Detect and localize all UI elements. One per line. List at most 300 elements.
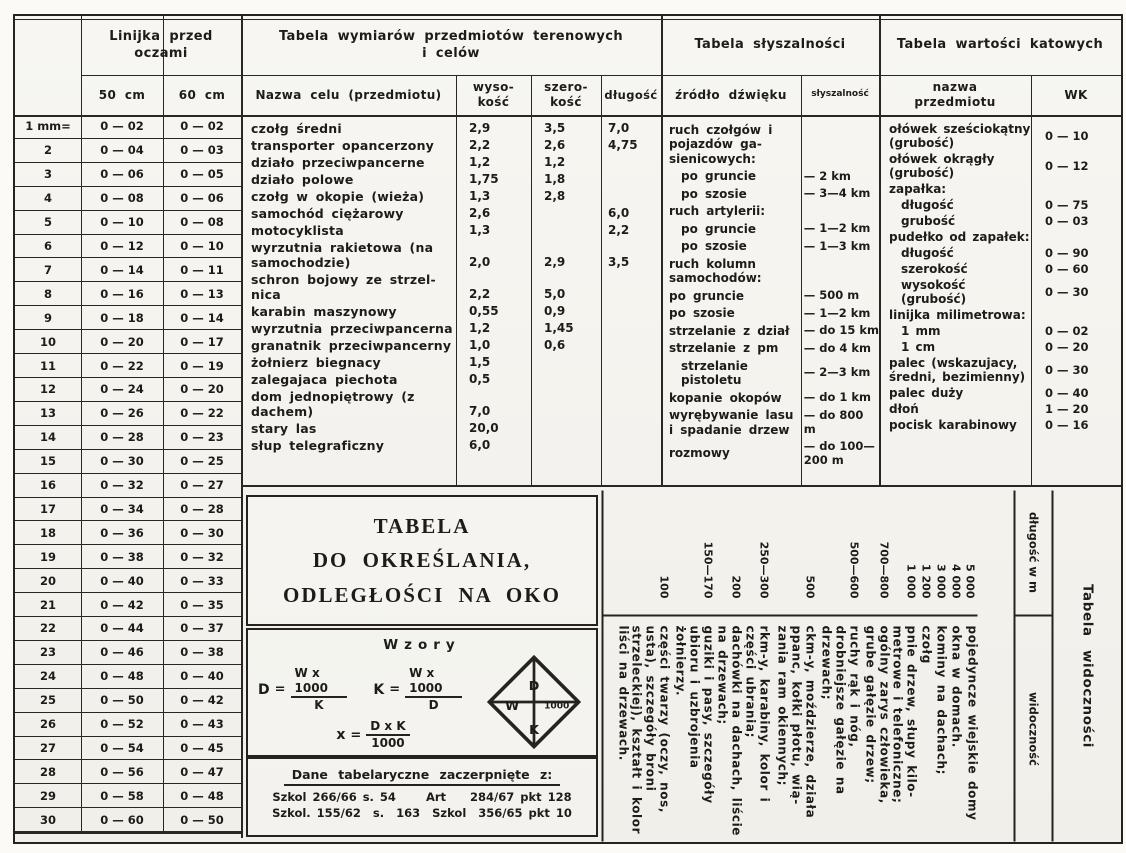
value-50cm: 0 — 42 bbox=[100, 597, 144, 612]
value-50cm: 0 — 34 bbox=[100, 501, 144, 516]
value-60cm: 0 — 30 bbox=[180, 525, 224, 540]
angular-value: 0 — 90 bbox=[1045, 246, 1089, 260]
value-50cm: 0 — 12 bbox=[100, 238, 144, 253]
target-width: 1,45 bbox=[544, 321, 574, 335]
table-row bbox=[15, 378, 241, 402]
visible-detail: ckm-y, moździerze, działa ppanc, kołki płotu, wiązania ram okiennych; bbox=[775, 625, 817, 818]
angular-value: 0 — 60 bbox=[1045, 262, 1089, 276]
audibility-range: — do 800 m bbox=[803, 408, 864, 436]
distance-value: 1 000 bbox=[891, 490, 918, 616]
value-50cm: 0 — 50 bbox=[100, 693, 144, 708]
table-row bbox=[963, 490, 1013, 841]
value-60cm: 0 — 45 bbox=[180, 741, 224, 756]
title-line: TABELA bbox=[373, 514, 471, 539]
table-row bbox=[15, 617, 241, 641]
column-header-wk: WK bbox=[1064, 87, 1088, 102]
table-row bbox=[15, 258, 241, 282]
object-name: palec duży bbox=[889, 386, 964, 400]
value-60cm: 0 — 10 bbox=[180, 238, 224, 253]
formula-angle: K = $\frac{\text{W x 1000}}{D}$ bbox=[373, 666, 462, 713]
visible-detail: rkm-y, karabiny, kolor i części ubrania; bbox=[743, 625, 771, 802]
mm-label: 25 bbox=[39, 693, 56, 708]
object-name: dłoń bbox=[889, 402, 919, 416]
object-name: wysokość (grubość) bbox=[901, 278, 967, 306]
target-length: 4,75 bbox=[608, 138, 638, 152]
table-row bbox=[15, 211, 241, 235]
mm-label: 30 bbox=[39, 812, 56, 827]
table-row bbox=[879, 151, 1121, 181]
table-row bbox=[15, 163, 241, 187]
source-reference: Szkol. 155/62 s. 163 Szkol 356/65 pkt 10 bbox=[272, 806, 572, 820]
value-50cm: 0 — 40 bbox=[100, 573, 144, 588]
target-name: transporter opancerzony bbox=[251, 138, 435, 153]
object-name: linijka milimetrowa: bbox=[889, 308, 1026, 322]
target-height: 6,0 bbox=[469, 438, 491, 452]
object-name: zapałka: bbox=[889, 182, 947, 196]
value-60cm: 0 — 02 bbox=[180, 119, 224, 134]
target-width: 1,8 bbox=[544, 172, 566, 186]
column-header-audibility: słyszalność bbox=[811, 89, 869, 100]
table-row bbox=[241, 303, 661, 320]
target-height: 2,9 bbox=[469, 121, 491, 135]
target-width: 3,5 bbox=[544, 121, 566, 135]
sound-source: po gruncie bbox=[681, 169, 756, 183]
target-name: stary las bbox=[251, 421, 317, 436]
angular-value: 0 — 02 bbox=[1045, 324, 1089, 338]
target-name: samochód ciężarowy bbox=[251, 206, 404, 221]
distance-value: 500 bbox=[771, 490, 817, 616]
mm-label: 19 bbox=[39, 549, 56, 564]
target-height: 0,55 bbox=[469, 304, 499, 318]
sound-source: rozmowy bbox=[669, 446, 730, 461]
distance-value: 500—600 bbox=[817, 490, 861, 616]
value-60cm: 0 — 23 bbox=[180, 430, 224, 445]
mm-label: 15 bbox=[39, 454, 56, 469]
value-50cm: 0 — 18 bbox=[100, 310, 144, 325]
object-name: ołówek okrągły (grubość) bbox=[889, 152, 995, 180]
table-row bbox=[879, 197, 1121, 213]
visible-detail: okna w domach. bbox=[949, 625, 963, 748]
value-60cm: 0 — 13 bbox=[180, 286, 224, 301]
table-row bbox=[15, 426, 241, 450]
target-width: 2,8 bbox=[544, 189, 566, 203]
formulas-title: Wzory bbox=[383, 637, 461, 653]
visible-detail: kominy na dachach; bbox=[934, 625, 948, 775]
value-50cm: 0 — 02 bbox=[100, 119, 144, 134]
audibility-range: — 1—2 km bbox=[803, 305, 871, 320]
object-name: długość bbox=[901, 246, 954, 260]
angular-table-title: Tabela wartości katowych bbox=[896, 37, 1104, 53]
table-row bbox=[771, 490, 817, 841]
table-row bbox=[879, 355, 1121, 385]
table-row bbox=[15, 760, 241, 784]
table-row bbox=[241, 320, 661, 337]
mm-label: 17 bbox=[39, 501, 56, 516]
table-row bbox=[879, 261, 1121, 277]
column-header-length: długość bbox=[604, 87, 658, 102]
value-50cm: 0 — 48 bbox=[100, 669, 144, 684]
value-50cm: 0 — 20 bbox=[100, 334, 144, 349]
dimensions-table-title: Tabela wymiarów przedmiotów terenowych i celów bbox=[278, 29, 624, 61]
visible-detail: ogólny zarys człowieka, grube gałęzie drzew; bbox=[863, 625, 891, 804]
target-height: 2,2 bbox=[469, 138, 491, 152]
table-row bbox=[241, 271, 661, 303]
table-row bbox=[661, 255, 879, 287]
table-row bbox=[661, 203, 879, 221]
distance-value: 3 000 bbox=[933, 490, 948, 616]
table-row bbox=[15, 402, 241, 426]
angular-value: 0 — 75 bbox=[1045, 198, 1089, 212]
mm-label: 28 bbox=[39, 764, 56, 779]
table-row bbox=[15, 115, 241, 139]
value-60cm: 0 — 25 bbox=[180, 454, 224, 469]
column-header-object-name: nazwa przedmiotu bbox=[914, 80, 996, 109]
value-60cm: 0 — 33 bbox=[180, 573, 224, 588]
mm-label: 23 bbox=[39, 645, 56, 660]
table-row bbox=[15, 641, 241, 665]
value-60cm: 0 — 28 bbox=[180, 501, 224, 516]
target-name: słup telegraficzny bbox=[251, 438, 385, 453]
mm-label: 11 bbox=[39, 358, 56, 373]
target-height: 0,5 bbox=[469, 372, 491, 386]
value-60cm: 0 — 37 bbox=[180, 621, 224, 636]
value-60cm: 0 — 11 bbox=[180, 262, 224, 277]
value-50cm: 0 — 44 bbox=[100, 621, 144, 636]
target-name: dom jednopiętrowy (z dachem) bbox=[251, 389, 415, 419]
sound-table-title: Tabela słyszalności bbox=[694, 37, 846, 53]
value-50cm: 0 — 38 bbox=[100, 549, 144, 564]
value-50cm: 0 — 22 bbox=[100, 358, 144, 373]
ruler-table-title: Linijka przed oczami bbox=[109, 29, 213, 61]
value-50cm: 0 — 26 bbox=[100, 406, 144, 421]
table-row bbox=[879, 121, 1121, 151]
target-height: 1,2 bbox=[469, 321, 491, 335]
mm-label: 13 bbox=[39, 406, 56, 421]
table-row bbox=[661, 287, 879, 305]
object-name: grubość bbox=[901, 214, 956, 228]
formulas-box bbox=[246, 628, 598, 757]
sound-table bbox=[661, 115, 879, 485]
mm-label: 5 bbox=[43, 215, 52, 230]
target-name: wyrzutnia rakietowa (na samochodzie) bbox=[251, 240, 434, 270]
visible-detail: czołg bbox=[919, 625, 933, 664]
value-50cm: 0 — 56 bbox=[100, 764, 144, 779]
sound-source: ruch kolumn samochodów: bbox=[669, 256, 762, 285]
value-60cm: 0 — 19 bbox=[180, 358, 224, 373]
distance-value: 200 bbox=[715, 490, 743, 616]
value-60cm: 0 — 48 bbox=[180, 788, 224, 803]
audibility-range: — do 1 km bbox=[803, 390, 871, 404]
value-50cm: 0 — 16 bbox=[100, 286, 144, 301]
column-header-visibility: widoczność bbox=[1026, 691, 1040, 766]
mnemonic-diamond-diagram bbox=[484, 652, 584, 752]
table-row bbox=[879, 385, 1121, 401]
column-header-height: wyso-kość bbox=[472, 80, 515, 109]
table-row bbox=[879, 213, 1121, 229]
grid-line bbox=[15, 832, 241, 834]
mm-label: 22 bbox=[39, 621, 56, 636]
value-50cm: 0 — 54 bbox=[100, 741, 144, 756]
table-row bbox=[241, 171, 661, 188]
column-header-50cm: 50 cm bbox=[98, 87, 146, 102]
visible-detail: ruchy rąk i nóg, drobniejsze gałęzie na drzewach; bbox=[819, 625, 861, 795]
table-row bbox=[671, 490, 715, 841]
angular-value: 0 — 40 bbox=[1045, 386, 1089, 400]
value-50cm: 0 — 46 bbox=[100, 645, 144, 660]
mm-label: 24 bbox=[39, 669, 56, 684]
source-reference: Szkol 266/66 s. 54 Art 284/67 pkt 128 bbox=[272, 790, 572, 804]
mm-label: 20 bbox=[39, 573, 56, 588]
audibility-range: — 2—3 km bbox=[803, 365, 871, 380]
table-row bbox=[661, 238, 879, 256]
visible-detail: guziki i pasy, szczegóły ubioru i uzbrojenia żołnierzy. bbox=[673, 625, 715, 804]
audibility-range: — do 4 km bbox=[803, 340, 871, 355]
formula-size: x = $\frac{\text{D x K}}{1000}$ bbox=[336, 719, 409, 751]
mm-label: 18 bbox=[39, 525, 56, 540]
table-row bbox=[241, 205, 661, 222]
visible-detail: pnie drzew, słupy kilometrowe i telefoniczne; bbox=[890, 625, 918, 803]
mm-label: 21 bbox=[39, 597, 56, 612]
sound-source: po szosie bbox=[669, 306, 735, 320]
value-60cm: 0 — 50 bbox=[180, 812, 224, 827]
formula-distance: D = $\frac{\text{W x 1000}}{K}$ bbox=[258, 666, 347, 713]
diamond-label-k: K bbox=[529, 721, 539, 737]
table-row bbox=[15, 784, 241, 808]
formulas-list bbox=[258, 660, 488, 751]
sound-source: ruch artylerii: bbox=[669, 204, 766, 218]
table-row bbox=[603, 490, 671, 841]
mm-label: 8 bbox=[43, 286, 52, 301]
target-height: 7,0 bbox=[469, 404, 491, 418]
diamond-label-w: W bbox=[505, 698, 520, 714]
object-name: długość bbox=[901, 198, 954, 212]
angular-value: 0 — 16 bbox=[1045, 418, 1089, 432]
table-row bbox=[879, 417, 1121, 433]
table-row bbox=[661, 305, 879, 323]
target-name: schron bojowy ze strzelnica bbox=[251, 272, 436, 302]
visibility-table-header bbox=[1013, 490, 1051, 841]
table-row bbox=[879, 323, 1121, 339]
table-row bbox=[15, 665, 241, 689]
table-row bbox=[743, 490, 771, 841]
table-row bbox=[879, 307, 1121, 323]
table-row bbox=[15, 187, 241, 211]
target-name: wyrzutnia przeciwpancerna bbox=[251, 321, 453, 336]
object-name: ołówek sześciokątny (grubość) bbox=[889, 122, 1031, 150]
table-row bbox=[861, 490, 891, 841]
table-row bbox=[15, 306, 241, 330]
audibility-range: — 1—3 km bbox=[803, 238, 871, 253]
value-60cm: 0 — 14 bbox=[180, 310, 224, 325]
table-row bbox=[661, 185, 879, 203]
mm-label: 1 mm= bbox=[25, 119, 71, 134]
target-name: żołnierz biegnacy bbox=[251, 355, 381, 370]
angular-value: 0 — 03 bbox=[1045, 214, 1089, 228]
sound-source: po szosie bbox=[681, 186, 747, 201]
distance-value: 100 bbox=[603, 490, 671, 616]
value-50cm: 0 — 60 bbox=[100, 812, 144, 827]
table-row bbox=[879, 401, 1121, 417]
target-length: 2,2 bbox=[608, 223, 630, 237]
object-name: palec (wskazujacy, średni, bezimienny) bbox=[889, 356, 1026, 384]
audibility-range: — 1—2 km bbox=[803, 221, 871, 235]
table-row bbox=[15, 569, 241, 593]
target-name: czołg średni bbox=[251, 121, 342, 136]
table-row bbox=[15, 330, 241, 354]
angular-value: 0 — 10 bbox=[1045, 129, 1089, 143]
mm-label: 12 bbox=[39, 382, 56, 397]
table-row bbox=[661, 322, 879, 340]
value-60cm: 0 — 06 bbox=[180, 191, 224, 206]
target-width: 2,6 bbox=[544, 138, 566, 152]
column-header-distance: długość w m bbox=[1015, 490, 1051, 616]
table-row bbox=[15, 498, 241, 522]
table-row bbox=[661, 389, 879, 407]
mm-label: 2 bbox=[43, 143, 52, 158]
angular-values-table bbox=[879, 115, 1121, 485]
table-row bbox=[948, 490, 963, 841]
value-60cm: 0 — 20 bbox=[180, 382, 224, 397]
sound-source: strzelanie z pm bbox=[669, 341, 779, 355]
target-height: 1,0 bbox=[469, 338, 491, 352]
target-length: 7,0 bbox=[608, 121, 630, 135]
value-50cm: 0 — 08 bbox=[100, 191, 144, 206]
audibility-range: — 2 km bbox=[803, 168, 851, 183]
table-row bbox=[241, 137, 661, 154]
mm-label: 14 bbox=[39, 430, 56, 445]
value-60cm: 0 — 43 bbox=[180, 717, 224, 732]
sources-box bbox=[246, 757, 598, 837]
value-50cm: 0 — 30 bbox=[100, 454, 144, 469]
visible-detail: dachówki na dachach, liście na drzewach; bbox=[715, 625, 743, 836]
value-60cm: 0 — 03 bbox=[180, 143, 224, 158]
visible-detail: pojedyncze wiejskie domy bbox=[964, 625, 979, 821]
table-row bbox=[15, 689, 241, 713]
table-row bbox=[15, 713, 241, 737]
table-row bbox=[661, 357, 879, 389]
mm-label: 27 bbox=[39, 741, 56, 756]
value-60cm: 0 — 38 bbox=[180, 645, 224, 660]
angular-value: 0 — 30 bbox=[1045, 363, 1089, 377]
sound-source: po gruncie bbox=[669, 288, 744, 303]
angular-value: 1 — 20 bbox=[1045, 402, 1089, 416]
table-row bbox=[241, 437, 661, 454]
sound-source: ruch czołgów i pojazdów gasienicowych: bbox=[669, 122, 773, 166]
value-50cm: 0 — 06 bbox=[100, 167, 144, 182]
value-60cm: 0 — 40 bbox=[180, 669, 224, 684]
table-row bbox=[15, 450, 241, 474]
table-row bbox=[879, 277, 1121, 307]
angular-value: 0 — 30 bbox=[1045, 285, 1089, 299]
object-name: pudełko od zapałek: bbox=[889, 230, 1030, 244]
table-row bbox=[15, 545, 241, 569]
diamond-label-1000: 1000 bbox=[544, 701, 570, 712]
sound-source: strzelanie pistoletu bbox=[681, 358, 748, 387]
distance-value: 5 000 bbox=[963, 490, 977, 616]
table-row bbox=[15, 235, 241, 259]
ruler-table bbox=[15, 115, 241, 832]
target-name: działo przeciwpancerne bbox=[251, 155, 425, 170]
mm-label: 4 bbox=[43, 191, 52, 206]
table-row bbox=[15, 808, 241, 832]
diamond-label-d: D bbox=[528, 678, 540, 694]
table-row bbox=[241, 154, 661, 171]
audibility-range: — 500 m bbox=[803, 288, 860, 302]
table-row bbox=[715, 490, 743, 841]
distance-value: 250—300 bbox=[743, 490, 771, 616]
table-row bbox=[241, 354, 661, 371]
value-60cm: 0 — 47 bbox=[180, 764, 224, 779]
table-row bbox=[241, 371, 661, 388]
value-60cm: 0 — 17 bbox=[180, 334, 224, 349]
value-50cm: 0 — 24 bbox=[100, 382, 144, 397]
value-60cm: 0 — 42 bbox=[180, 693, 224, 708]
table-row bbox=[15, 474, 241, 498]
value-60cm: 0 — 32 bbox=[180, 549, 224, 564]
table-row bbox=[241, 239, 661, 271]
value-50cm: 0 — 14 bbox=[100, 262, 144, 277]
table-row bbox=[15, 282, 241, 306]
target-width: 5,0 bbox=[544, 287, 566, 301]
column-header-sound-source: źródło dźwięku bbox=[675, 87, 787, 102]
audibility-range: — 3—4 km bbox=[803, 186, 871, 200]
visibility-table-title: Tabela widoczności bbox=[1051, 490, 1121, 841]
distance-value: 1 200 bbox=[918, 490, 933, 616]
distance-value: 700—800 bbox=[861, 490, 891, 616]
mm-label: 6 bbox=[43, 238, 52, 253]
title-line: ODLEGŁOŚCI NA OKO bbox=[283, 582, 561, 607]
value-60cm: 0 — 05 bbox=[180, 167, 224, 182]
target-height: 2,2 bbox=[469, 287, 491, 301]
sound-source: kopanie okopów bbox=[669, 390, 782, 405]
sound-source: strzelanie z dział bbox=[669, 323, 790, 338]
mm-label: 16 bbox=[39, 478, 56, 493]
value-50cm: 0 — 04 bbox=[100, 143, 144, 158]
table-row bbox=[661, 168, 879, 186]
table-row bbox=[661, 121, 879, 168]
angular-value: 0 — 12 bbox=[1045, 159, 1089, 173]
dimensions-table bbox=[241, 115, 661, 485]
mm-label: 9 bbox=[43, 310, 52, 325]
grid-line bbox=[241, 485, 1121, 487]
value-50cm: 0 — 58 bbox=[100, 788, 144, 803]
target-height: 1,3 bbox=[469, 189, 491, 203]
mm-label: 3 bbox=[43, 167, 52, 182]
table-row bbox=[15, 354, 241, 378]
visibility-table bbox=[601, 490, 1121, 841]
table-row bbox=[879, 229, 1121, 245]
table-row bbox=[241, 120, 661, 137]
table-row bbox=[241, 188, 661, 205]
value-50cm: 0 — 52 bbox=[100, 717, 144, 732]
object-name: 1 mm bbox=[901, 324, 941, 338]
table-row bbox=[241, 388, 661, 420]
table-row bbox=[879, 245, 1121, 261]
table-row bbox=[891, 490, 918, 841]
value-60cm: 0 — 08 bbox=[180, 215, 224, 230]
target-height: 2,0 bbox=[469, 255, 491, 269]
sound-source: wyrębywanie lasu i spadanie drzew bbox=[669, 408, 794, 437]
object-name: szerokość bbox=[901, 262, 968, 276]
column-header-target-name: Nazwa celu (przedmiotu) bbox=[255, 87, 442, 102]
table-row bbox=[879, 181, 1121, 197]
title-line: DO OKREŚLANIA, bbox=[312, 548, 532, 573]
distance-value: 4 000 bbox=[948, 490, 963, 616]
audibility-range: — do 15 km bbox=[803, 323, 879, 337]
target-name: karabin maszynowy bbox=[251, 304, 397, 319]
distance-value: 150—170 bbox=[671, 490, 715, 616]
table-row bbox=[661, 220, 879, 238]
